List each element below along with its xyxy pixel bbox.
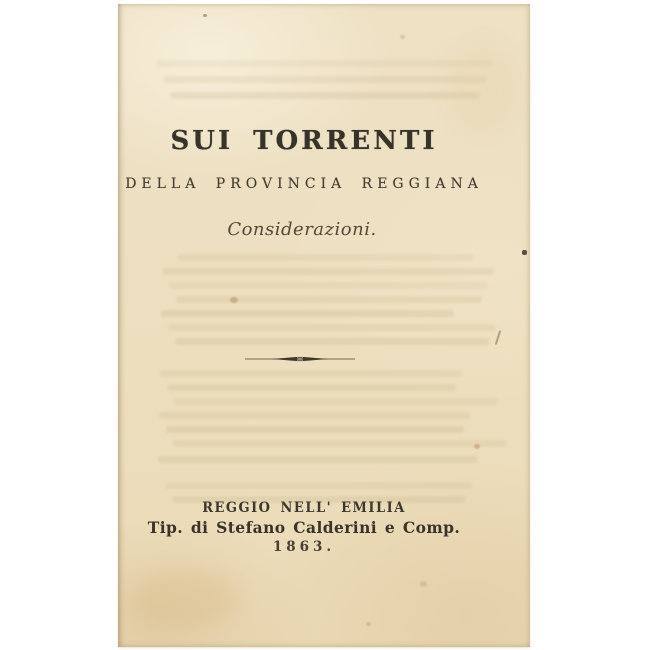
bleed-line — [163, 76, 486, 83]
bleed-line — [175, 338, 490, 345]
bleed-line — [160, 370, 462, 377]
foxing-spot — [420, 581, 427, 587]
bleed-line — [156, 60, 492, 67]
imprint-year: 1863. — [272, 539, 336, 555]
foxing-spot — [366, 622, 371, 626]
bleed-line — [159, 412, 470, 419]
book-subtitle: DELLA PROVINCIA REGGIANA — [125, 176, 483, 192]
bleed-line — [169, 282, 488, 289]
bleed-line — [167, 384, 456, 391]
bleed-line — [161, 310, 454, 317]
bleed-line — [162, 268, 494, 275]
bleed-line — [177, 254, 474, 261]
foxing-spot — [400, 35, 405, 39]
scratch-mark — [495, 330, 501, 345]
ink-speck — [522, 250, 527, 255]
imprint-place: REGGIO NELL' EMILIA — [202, 500, 406, 517]
bleed-line — [174, 398, 498, 405]
stain — [448, 44, 518, 134]
imprint-printer: Tip. di Stefano Calderini e Comp. — [147, 518, 461, 537]
divider-ornament-icon — [245, 353, 355, 365]
bleed-line — [168, 324, 496, 331]
foxing-spot — [203, 14, 207, 17]
bleed-line — [165, 482, 472, 489]
book-title: SUI TORRENTI — [170, 126, 438, 156]
bleed-line — [158, 456, 478, 463]
bleed-line — [173, 440, 506, 447]
bleed-line — [176, 296, 482, 303]
foxing-spot — [474, 444, 480, 449]
bleed-line — [170, 92, 480, 99]
book-heading-note: Considerazioni. — [227, 219, 377, 240]
foxing-spot — [230, 297, 238, 303]
stain — [128, 569, 238, 629]
bleed-line — [166, 426, 464, 433]
book-page — [118, 4, 530, 647]
